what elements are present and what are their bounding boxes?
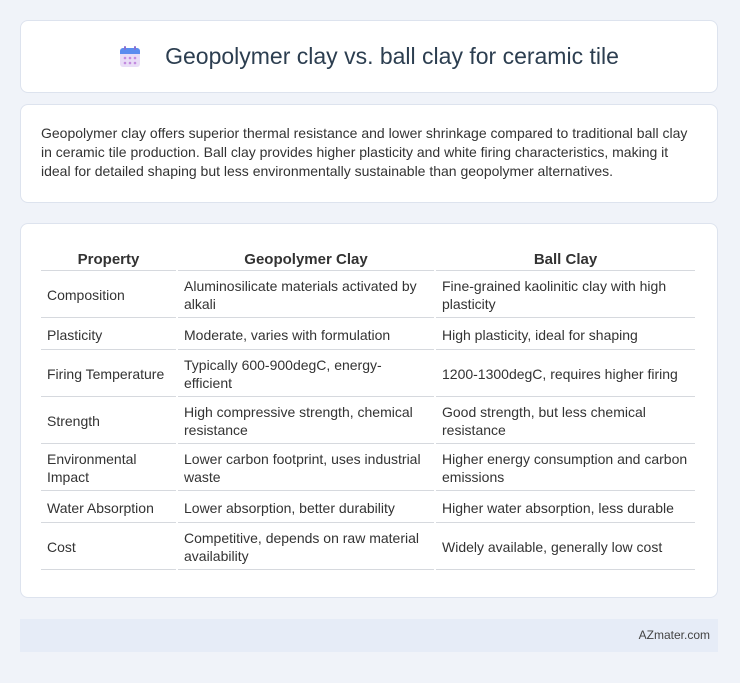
ball-clay-cell: Higher energy consumption and carbon emissions	[436, 446, 695, 491]
table-header-row	[41, 247, 695, 271]
property-cell: Strength	[41, 399, 176, 444]
column-header-ball-clay: Ball Clay	[436, 247, 695, 271]
property-cell: Cost	[41, 525, 176, 570]
ball-clay-cell: 1200-1300degC, requires higher firing	[436, 352, 695, 397]
table-row	[41, 493, 695, 523]
table-row	[41, 399, 695, 444]
table-row	[41, 525, 695, 570]
property-cell: Plasticity	[41, 320, 176, 350]
geopolymer-cell: High compressive strength, chemical resistance	[178, 399, 434, 444]
summary-text: Geopolymer clay offers superior thermal resistance and lower shrinkage compared to traditional ball clay in ceramic tile production. Ball clay provides higher plasticity and white firing characteristics, making it ideal for detailed shaping but less environmentally sustainable than geopolymer alternatives.	[41, 125, 688, 179]
footer-brand[interactable]: AZmater.com	[638, 628, 710, 642]
ball-clay-cell: Fine-grained kaolinitic clay with high plasticity	[436, 273, 695, 318]
title-card	[20, 20, 718, 93]
geopolymer-cell: Moderate, varies with formulation	[178, 320, 434, 350]
property-cell: Environmental Impact	[41, 446, 176, 491]
property-cell: Water Absorption	[41, 493, 176, 523]
ball-clay-cell: Good strength, but less chemical resistance	[436, 399, 695, 444]
table-row	[41, 446, 695, 491]
geopolymer-cell: Typically 600-900degC, energy-efficient	[178, 352, 434, 397]
geopolymer-cell: Aluminosilicate materials activated by alkali	[178, 273, 434, 318]
page-title: Geopolymer clay vs. ball clay for ceramic tile	[165, 43, 619, 69]
geopolymer-cell: Lower carbon footprint, uses industrial waste	[178, 446, 434, 491]
ball-clay-cell: High plasticity, ideal for shaping	[436, 320, 695, 350]
geopolymer-cell: Lower absorption, better durability	[178, 493, 434, 523]
summary-card	[20, 104, 718, 203]
calendar-icon	[119, 46, 141, 68]
column-header-geopolymer-clay: Geopolymer Clay	[178, 247, 434, 271]
ball-clay-cell: Higher water absorption, less durable	[436, 493, 695, 523]
footer-bar	[20, 619, 718, 652]
table-row	[41, 352, 695, 397]
property-cell: Firing Temperature	[41, 352, 176, 397]
geopolymer-cell: Competitive, depends on raw material availability	[178, 525, 434, 570]
table-row	[41, 320, 695, 350]
column-header-property: Property	[41, 247, 176, 271]
property-cell: Composition	[41, 273, 176, 318]
ball-clay-cell: Widely available, generally low cost	[436, 525, 695, 570]
table-row	[41, 273, 695, 318]
table-card	[20, 223, 718, 598]
comparison-table	[39, 245, 697, 572]
